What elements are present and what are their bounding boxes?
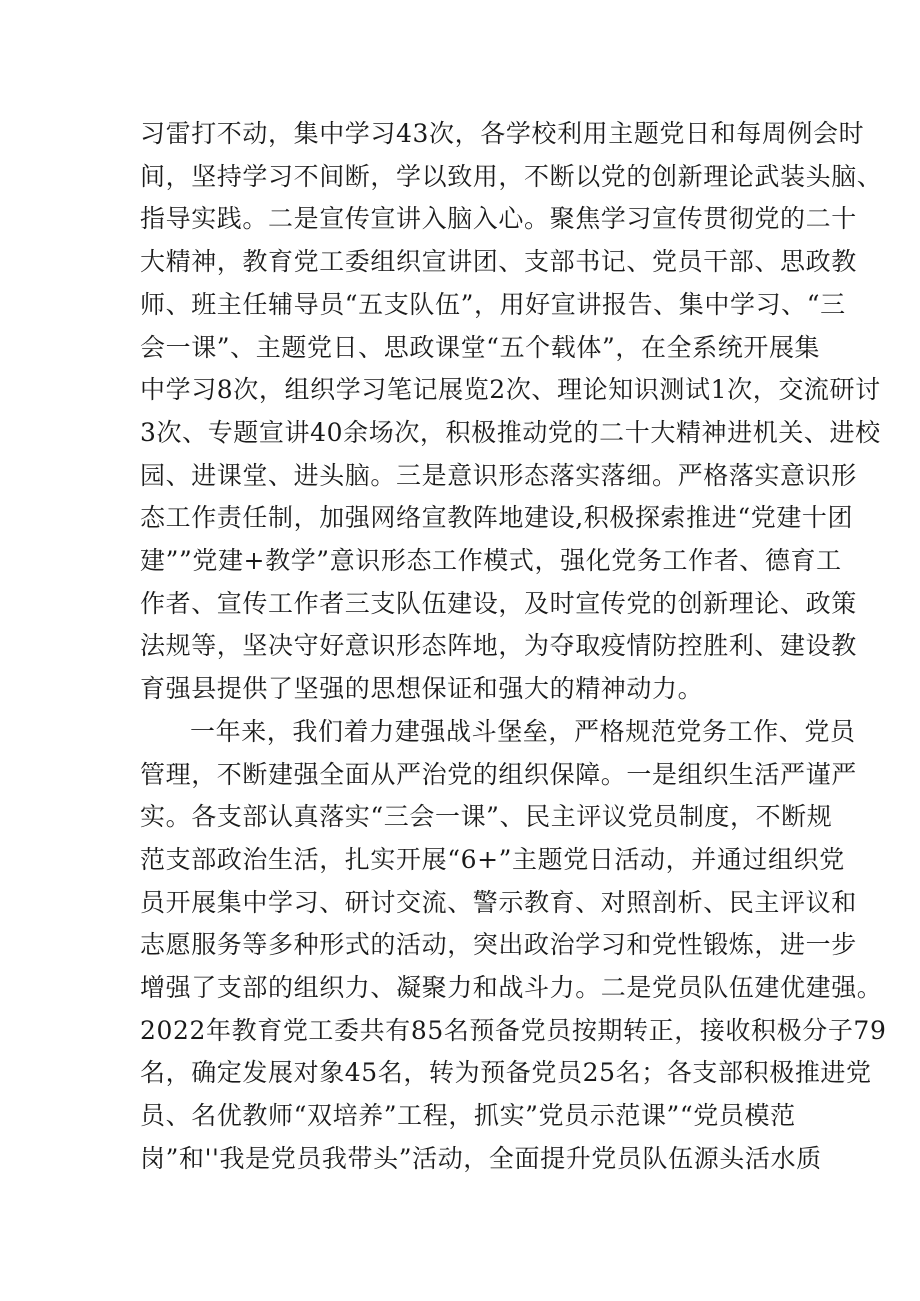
text-line: 作者、宣传工作者三支队伍建设，及时宣传党的创新理论、政策 <box>140 588 857 618</box>
text-line: 员、名优教师“双培养”工程，抓实”党员示范课”“党员模范 <box>140 1101 796 1131</box>
text-line: 志愿服务等多种形式的活动，突出政治学习和党性锻炼，进一步 <box>140 930 857 960</box>
text-line: 一年来，我们着力建强战斗堡垒，严格规范党务工作、党员 <box>190 716 856 746</box>
text-line: 实。各支部认真落实“三会一课”、民主评议党员制度，不断规 <box>140 802 833 832</box>
text-line: 2022年教育党工委共有85名预备党员按期转正，接收积极分子79 <box>140 1015 887 1045</box>
text-line: 岗”和''我是党员我带头”活动，全面提升党员队伍源头活水质 <box>140 1143 822 1173</box>
paragraph-2 <box>140 711 887 1181</box>
text-line: 中学习8次，组织学习笔记展览2次、理论知识测试1次，交流研讨 <box>140 375 881 405</box>
text-line: 园、进课堂、进头脑。三是意识形态落实落细。严格落实意识形 <box>140 460 857 490</box>
text-line: 3次、专题宣讲40余场次，积极推动党的二十大精神进机关、进校 <box>140 417 881 447</box>
text-line: 师、班主任辅导员“五支队伍”，用好宣讲报告、集中学习、“三 <box>140 289 846 319</box>
text-line: 会一课”、主题党日、思政课堂“五个载体”，在全系统开展集 <box>140 332 821 362</box>
text-line: 管理，不断建强全面从严治党的组织保障。一是组织生活严谨严 <box>140 759 857 789</box>
text-line: 习雷打不动，集中学习43次，各学校利用主题党日和每周例会时 <box>140 119 865 148</box>
text-line: 名，确定发展对象45名，转为预备党员25名；各支部积极推进党 <box>140 1058 872 1088</box>
text-line: 员开展集中学习、研讨交流、警示教育、对照剖析、民主评议和 <box>140 887 857 917</box>
text-line: 法规等，坚决守好意识形态阵地，为夺取疫情防控胜利、建设教 <box>140 631 857 661</box>
text-line: 态工作责任制，加强网络宣教阵地建设,积极探索推进“党建十团 <box>140 503 854 533</box>
document-body <box>140 113 887 1181</box>
text-line: 大精神，教育党工委组织宣讲团、支部书记、党员干部、思政教 <box>140 247 857 277</box>
text-line: 范支部政治生活，扎实开展“6+”主题党日活动，并通过组织党 <box>140 844 845 874</box>
text-line: 育强县提供了坚强的思想保证和强大的精神动力。 <box>140 674 704 704</box>
text-line: 间，坚持学习不间断，学以致用，不断以党的创新理论武装头脑、 <box>140 161 883 191</box>
paragraph-1 <box>140 113 883 711</box>
text-line: 建””党建+教学”意识形态工作模式，强化党务工作者、德育工 <box>140 546 842 576</box>
text-line: 增强了支部的组织力、凝聚力和战斗力。二是党员队伍建优建强。 <box>140 973 883 1003</box>
text-line: 指导实践。二是宣传宣讲入脑入心。聚焦学习宣传贯彻党的二十 <box>140 204 857 234</box>
